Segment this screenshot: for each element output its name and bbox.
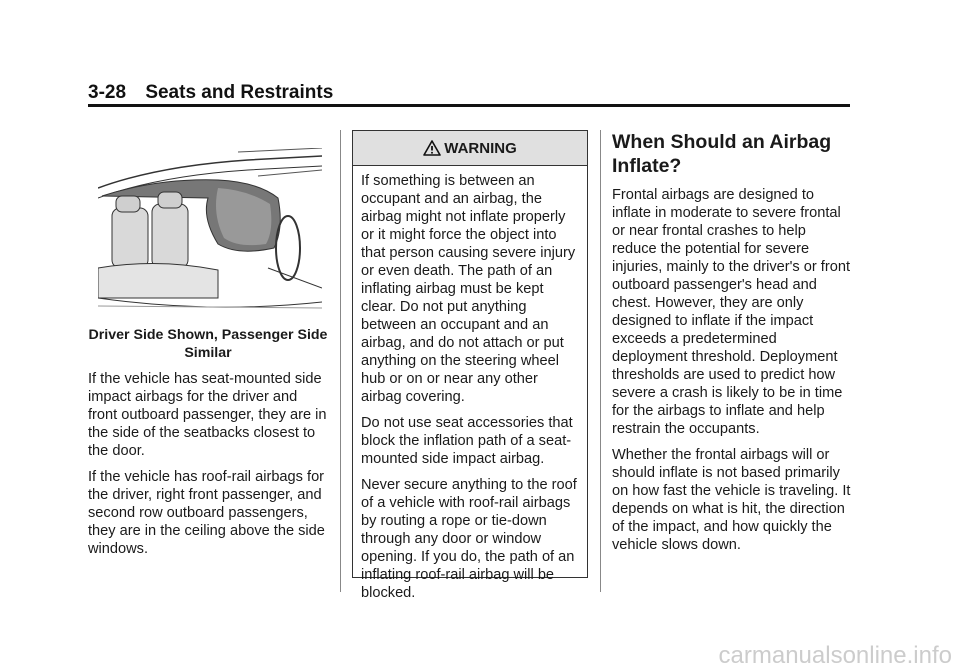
section-title-header: Seats and Restraints	[145, 82, 334, 103]
warning-paragraph: Never secure anything to the roof of a vehicle with roof-rail airbags by routing a rope or tie-down through any door or window opening. If you do, the path of an inflating roof-rail airbag will be blocked.	[361, 477, 577, 601]
header-rule	[88, 104, 850, 107]
page-header	[88, 82, 333, 104]
column-divider-right	[600, 130, 601, 592]
figure-caption: Driver Side Shown, Passenger Side Similar	[88, 327, 328, 361]
warning-triangle-icon	[423, 140, 441, 156]
warning-paragraph: Do not use seat accessories that block the inflation path of a seat-mounted side impact airbag.	[361, 415, 573, 467]
column-divider-left	[340, 130, 341, 592]
section-heading: When Should an Airbag Inflate?	[612, 131, 832, 177]
right-paragraph: Whether the frontal airbags will or should inflate is not based primarily on how fast the vehicle is traveling. It depends on what is hit, the direction of the impact, and how quickly the vehicle slows down.	[612, 447, 851, 553]
watermark: carmanualsonline.info	[718, 642, 952, 669]
warning-header	[353, 131, 587, 166]
airbag-illustration	[98, 148, 322, 310]
warning-box	[352, 130, 588, 601]
left-paragraph: If the vehicle has roof-rail airbags for the driver, right front passenger, and second row outboard passengers, they are in the ceiling above the side windows.	[88, 469, 325, 557]
right-paragraph: Frontal airbags are designed to inflate in moderate to severe frontal or near frontal crashes to help reduce the potential for severe injuries, mainly to the driver's or front outboard passenger's head and chest. However, they are only designed to inflate if the impact exceeds a predetermined deployment threshold. Deployment thresholds are used to predict how severe a crash is likely to be in time for the airbags to inflate and help restrain the occupants.	[612, 187, 850, 437]
warning-title: WARNING	[444, 139, 517, 157]
left-column-text	[88, 370, 328, 566]
left-paragraph: If the vehicle has seat-mounted side impact airbags for the driver and front outboard passenger, they are in the side of the seatbacks closest to the door.	[88, 371, 327, 459]
right-column	[612, 130, 852, 562]
page-number: 3-28	[88, 82, 127, 103]
warning-body	[353, 166, 587, 602]
warning-paragraph: If something is between an occupant and an airbag, the airbag might not inflate properly or it might force the object into that person causing severe injury or even death. The path of an inflating airbag must be kept clear. Do not put anything between an occupant and an airbag, and do not attach or put anything on the steering wheel hub or on or near any other airbag covering.	[361, 173, 576, 405]
